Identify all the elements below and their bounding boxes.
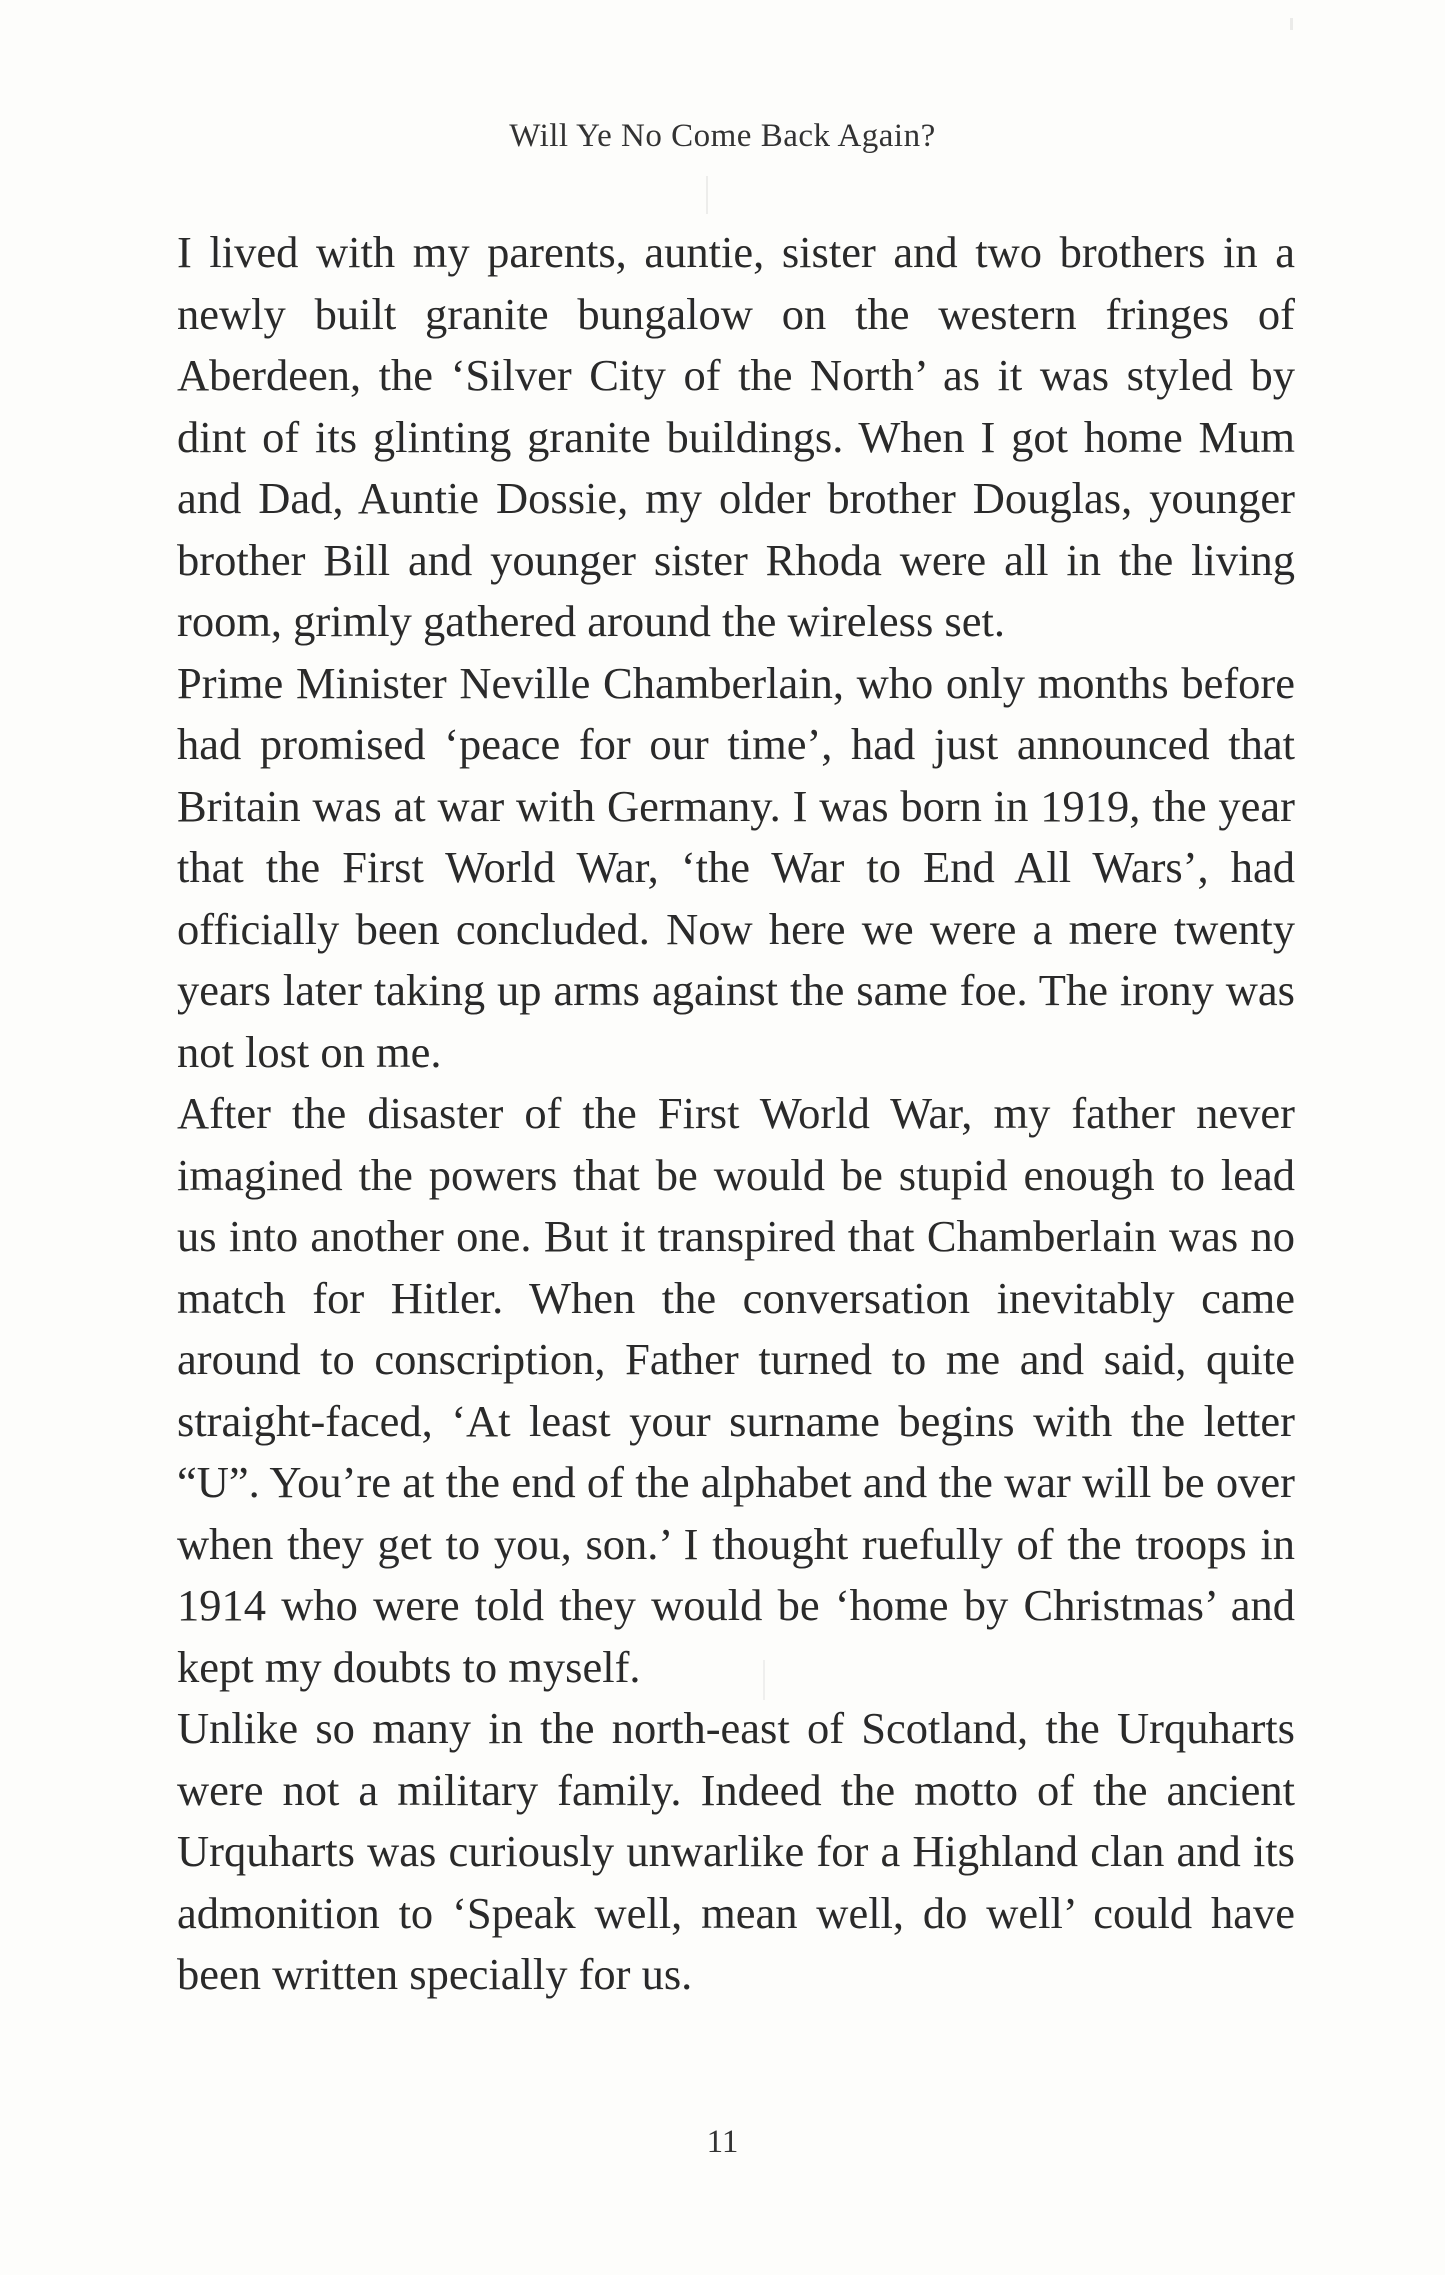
scan-artifact-line [706, 176, 708, 214]
scan-artifact-line [763, 1660, 765, 1700]
running-head: Will Ye No Come Back Again? [509, 118, 936, 154]
paragraph-2: Prime Minister Neville Chamberlain, who only months before had promised ‘peace for our time’, had just announced that Britain was at war with Germany. I was born in 1919, the year that the First World War, ‘the War to End All Wars’, had officially been concluded. Now here we were a mere twenty years later taking up arms against the same foe. The irony was not lost on me. [177, 657, 1295, 1077]
page-number: 11 [706, 2124, 739, 2160]
paragraph-1: I lived with my parents, auntie, sister and two brothers in a newly built granite bungalow on the western fringes of Aberdeen, the ‘Silver City of the North’ as it was styled by dint of its glinting granite buildings. When I got home Mum and Dad, Auntie Dossie, my older brother Douglas, younger brother Bill and younger sister Rhoda were all in the living room, grimly gathered around the wireless set. [177, 227, 1295, 646]
paragraph-4: Unlike so many in the north-east of Scotland, the Urquharts were not a military family. Indeed the motto of the ancient Urquharts was curiously unwarlike for a Highland clan and its admonition to ‘Speak well, mean well, do well’ could have been written specially for us. [177, 1703, 1295, 1999]
paragraph-3: After the disaster of the First World War, my father never imagined the powers that be would be stupid enough to lead us into another one. But it transpired that Chamberlain was no match for Hitler. When the conversation inevitably came around to conscription, Father turned to me and said, quite straight-faced, ‘At least your surname begins with the letter “U”. You’re at the end of the alphabet and the war will be over when they get to you, son.’ I thought ruefully of the troops in 1914 who were told they would be ‘home by Christmas’ and kept my doubts to myself. [177, 1088, 1295, 1692]
body-text [177, 222, 1295, 2006]
scan-artifact-dot [1290, 18, 1293, 30]
